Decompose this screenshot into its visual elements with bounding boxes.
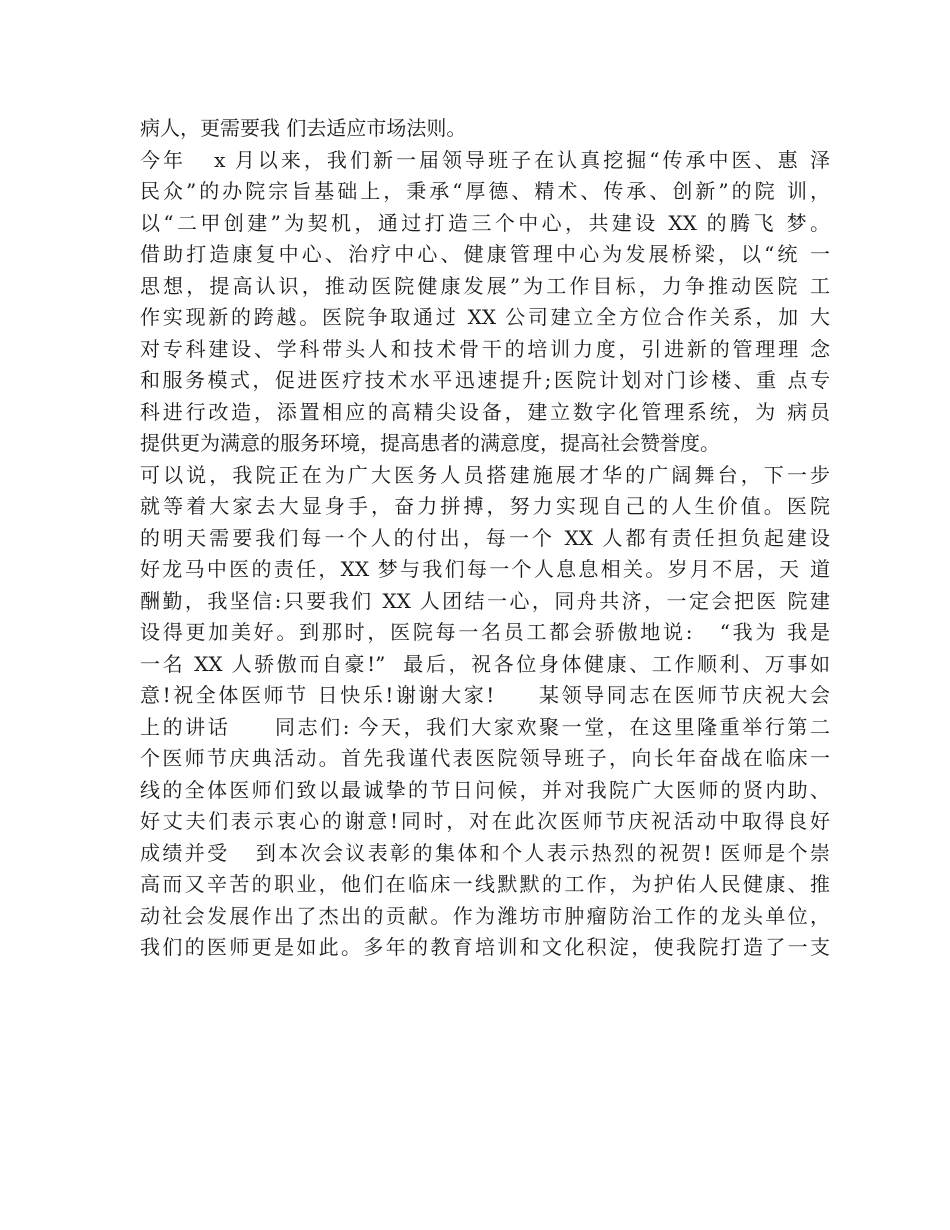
text-line: 对专科建设、学科带头人和技术骨干的培训力度，引进新的管理理 念 xyxy=(140,336,830,361)
text-line: 线的全体医师们致以最诚挚的节日问候，并对我院广大医师的贤内助、 xyxy=(140,777,830,802)
document-body xyxy=(140,113,830,964)
text-line: 可以说，我院正在为广大医务人员搭建施展才华的广阔舞台，下一步 xyxy=(140,462,830,487)
text-line: 以“二甲创建”为契机，通过打造三个中心，共建设 XX 的腾飞 梦。 xyxy=(140,210,830,235)
text-line: 设得更加美好。到那时，医院每一名员工都会骄傲地说: “我为 我是 xyxy=(140,620,830,644)
text-line: 今年 x 月以来，我们新一届领导班子在认真挖掘“传承中医、惠 泽 xyxy=(140,147,830,172)
text-line: 和服务模式，促进医疗技术水平迅速提升;医院计划对门诊楼、重 点专 xyxy=(140,368,830,392)
text-line: 病人，更需要我 们去适应市场法则。 xyxy=(140,116,467,140)
text-line: 思想，提高认识，推动医院健康发展”为工作目标，力争推动医院 工 xyxy=(140,273,830,298)
text-line: 成绩并受 到本次会议表彰的集体和个人表示热烈的祝贺! 医师是个崇 xyxy=(140,840,830,865)
text-line: 作实现新的跨越。医院争取通过 XX 公司建立全方位合作关系，加 大 xyxy=(140,305,830,329)
text-line: 提供更为满意的服务环境，提高患者的满意度，提高社会赞誉度。 xyxy=(140,431,720,455)
text-line: 的明天需要我们每一个人的付出，每一个 XX 人都有责任担负起建设 xyxy=(140,525,830,550)
text-line: 上的讲话 同志们: 今天，我们大家欢聚一堂，在这里隆重举行第二 xyxy=(140,714,830,739)
text-line: 好丈夫们表示衷心的谢意!同时，对在此次医师节庆祝活动中取得良好 xyxy=(140,809,830,833)
text-line: 高而又辛苦的职业，他们在临床一线默默的工作，为护佑人民健康、推 xyxy=(140,872,830,896)
text-line: 一名 XX 人骄傲而自豪!” 最后，祝各位身体健康、工作顺利、万事如 xyxy=(140,651,830,676)
text-line: 酬勤，我坚信:只要我们 XX 人团结一心，同舟共济，一定会把医 院建 xyxy=(140,588,830,613)
text-line: 民众”的办院宗旨基础上，秉承“厚德、精术、传承、创新”的院 训， xyxy=(140,179,830,203)
text-line: 我们的医师更是如此。多年的教育培训和文化积淀，使我院打造了一支 xyxy=(140,935,830,959)
text-line: 意!祝全体医师节 日快乐!谢谢大家! 某领导同志在医师节庆祝大会 xyxy=(140,683,830,707)
text-line: 动社会发展作出了杰出的贡献。作为潍坊市肿瘤防治工作的龙头单位， xyxy=(140,903,830,928)
text-line: 借助打造康复中心、治疗中心、健康管理中心为发展桥梁，以“统 一 xyxy=(140,242,830,266)
text-line: 科进行改造，添置相应的高精尖设备，建立数字化管理系统，为 病员 xyxy=(140,399,830,424)
text-line: 好龙马中医的责任，XX 梦与我们每一个人息息相关。岁月不居，天 道 xyxy=(140,557,830,581)
text-line: 个医师节庆典活动。首先我谨代表医院领导班子，向长年奋战在临床一 xyxy=(140,746,830,770)
text-line: 就等着大家去大显身手，奋力拼搏，努力实现自己的人生价值。医院 xyxy=(140,494,830,518)
